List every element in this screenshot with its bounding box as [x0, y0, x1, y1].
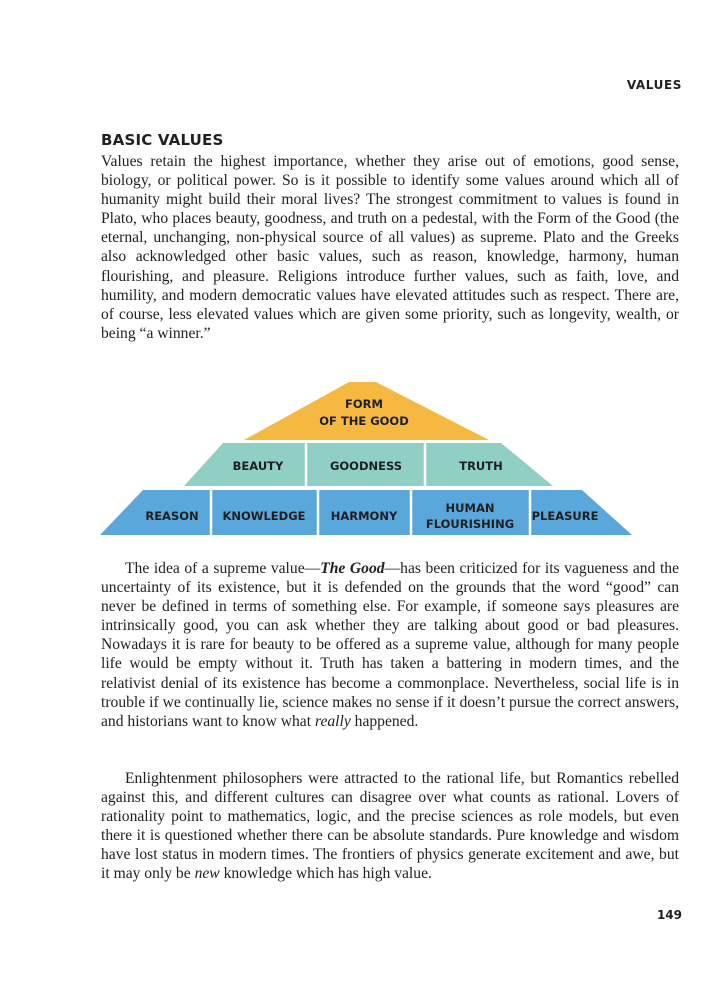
running-head: VALUES [626, 78, 682, 92]
pyramid-label-goodness: GOODNESS [329, 459, 403, 473]
paragraph-rationality: Enlightenment philosophers were attracted to the rational life, but Romantics rebelled against this, and different cultures can disagree over what counts as rational. Lovers of rationality point to mathematics, logic, and the precise sciences as role models, but even there it is questioned whether there can be absolute standards. Pure knowledge and wisdom have lost status in modern times. The frontiers of physics generate excitement and awe, but it may only be new knowledge which has high value. [101, 770, 679, 883]
values-pyramid-diagram [0, 378, 728, 543]
pyramid-label-knowledge: KNOWLEDGE [222, 509, 306, 523]
pyramid-label-truth: TRUTH [459, 459, 503, 473]
section-heading: BASIC VALUES [101, 131, 224, 149]
pyramid-label-harmony: HARMONY [330, 509, 398, 523]
pyramid-label-form: FORM [345, 397, 383, 411]
pyramid-label-pleasure: PLEASURE [531, 509, 599, 523]
pyramid-label-beauty: BEAUTY [232, 459, 284, 473]
paragraph-the-good: The idea of a supreme value—The Good—has been criticized for its vagueness and the uncertainty of its existence, but it is defended on the grounds that the word “good” can never be defined in terms of something else. For example, if someone says pleasures are intrinsically good, you can ask whether they are talking about good or bad pleasures. Nowadays it is rare for beauty to be offered as a supreme value, although for many people life would be empty without it. Truth has taken a battering in modern times, and the relativist denial of its existence has become a commonplace. Nevertheless, social life is in trouble if we continually lie, science makes no sense if it doesn’t pursue the correct answers, and historians want to know what really happened. [101, 560, 679, 730]
pyramid-label-flourishing: FLOURISHING [425, 517, 515, 531]
page-number: 149 [656, 908, 682, 922]
pyramid-top-tier [244, 382, 489, 440]
pyramid-label-human: HUMAN [445, 501, 495, 515]
pyramid-label-of-the-good: OF THE GOOD [319, 414, 409, 428]
paragraph-basic-values: Values retain the highest importance, whether they arise out of emotions, good sense, biology, or political power. So is it possible to identify some values around which all of humanity might build their moral lives? The strongest commitment to values is found in Plato, who places beauty, goodness, and truth on a pedestal, with the Form of the Good (the eternal, unchanging, non-physical source of all values) as supreme. Plato and the Greeks also acknowledged other basic values, such as reason, knowledge, harmony, human flourishing, and pleasure. Religions introduce further values, such as faith, love, and humility, and modern democratic values have elevated attitudes such as respect. There are, of course, less elevated values which are given some priority, such as longevity, wealth, or being “a winner.” [101, 153, 679, 342]
pyramid-label-reason: REASON [145, 509, 199, 523]
